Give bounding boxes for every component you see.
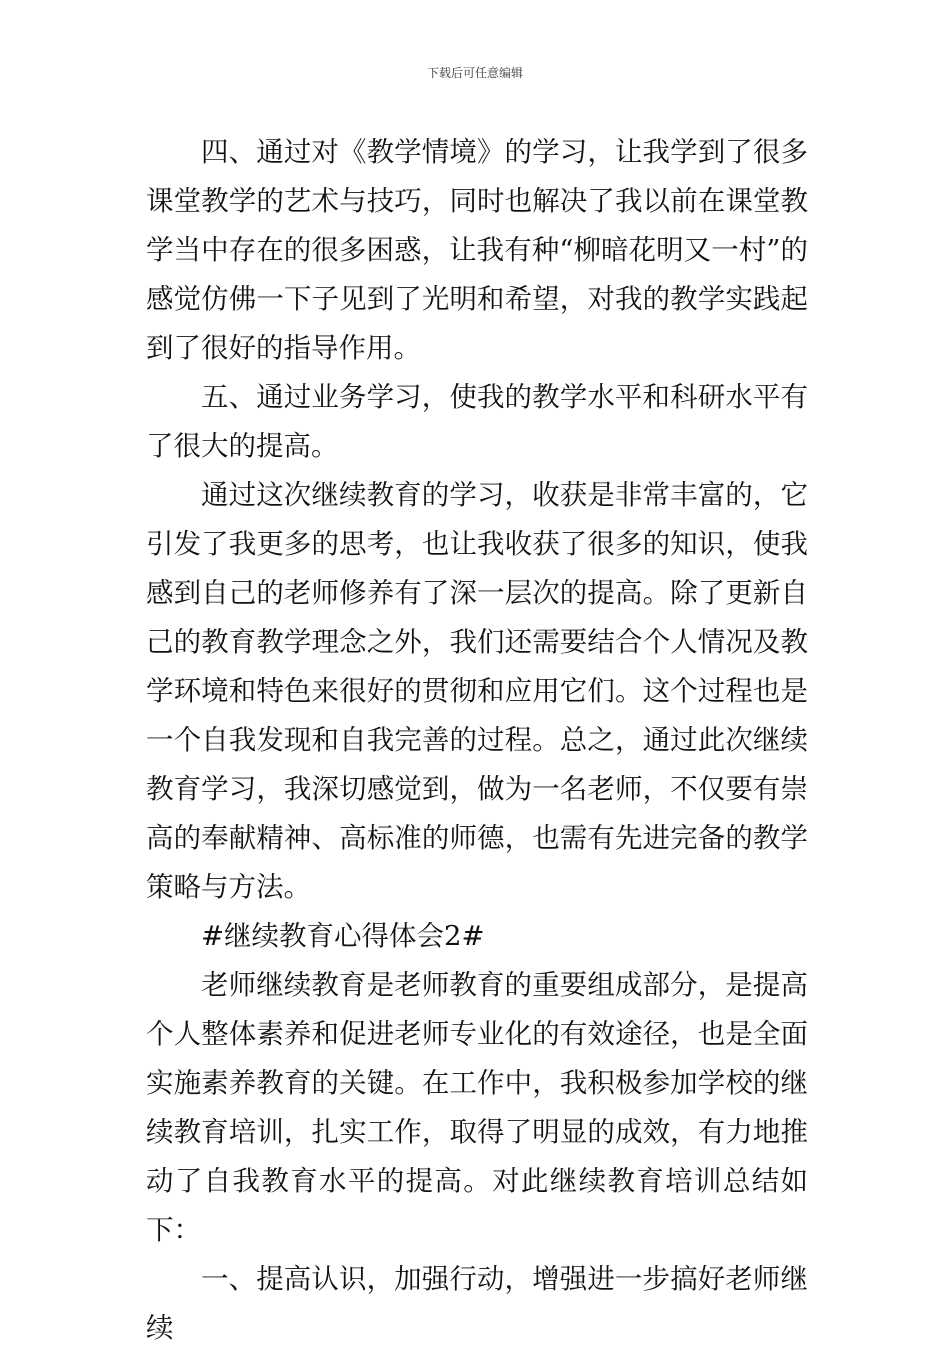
paragraph-section-four: 四、通过对《教学情境》的学习，让我学到了很多课堂教学的艺术与技巧，同时也解决了我以前在课堂教学当中存在的很多困惑，让我有种“柳暗花明又一村”的感觉仿佛一下子见到了光明和希望，对我的教学实践起到了很好的指导作用。 [146, 136, 808, 364]
section-heading: #继续教育心得体会2# [201, 920, 485, 952]
document-body [146, 128, 808, 1353]
page-header: 下载后可任意编辑 [426, 66, 523, 80]
paragraph-section-five: 五、通过业务学习，使我的教学水平和科研水平有了很大的提高。 [146, 381, 808, 462]
paragraph-intro: 老师继续教育是老师教育的重要组成部分，是提高个人整体素养和促进老师专业化的有效途径，也是全面实施素养教育的关键。在工作中，我积极参加学校的继续教育培训，扎实工作，取得了明显的成效，有力地推动了自我教育水平的提高。对此继续教育培训总结如下： [146, 969, 808, 1246]
paragraph-summary: 通过这次继续教育的学习，收获是非常丰富的，它引发了我更多的思考，也让我收获了很多的知识，使我感到自己的老师修养有了深一层次的提高。除了更新自己的教育教学理念之外，我们还需要结合个人情况及教学环境和特色来很好的贯彻和应用它们。这个过程也是一个自我发现和自我完善的过程。总之，通过此次继续教育学习，我深切感觉到，做为一名老师，不仅要有崇高的奉献精神、高标准的师德，也需有先进完备的教学策略与方法。 [146, 479, 808, 903]
paragraph-point-one: 一、提高认识，加强行动，增强进一步搞好老师继续 [146, 1263, 808, 1344]
